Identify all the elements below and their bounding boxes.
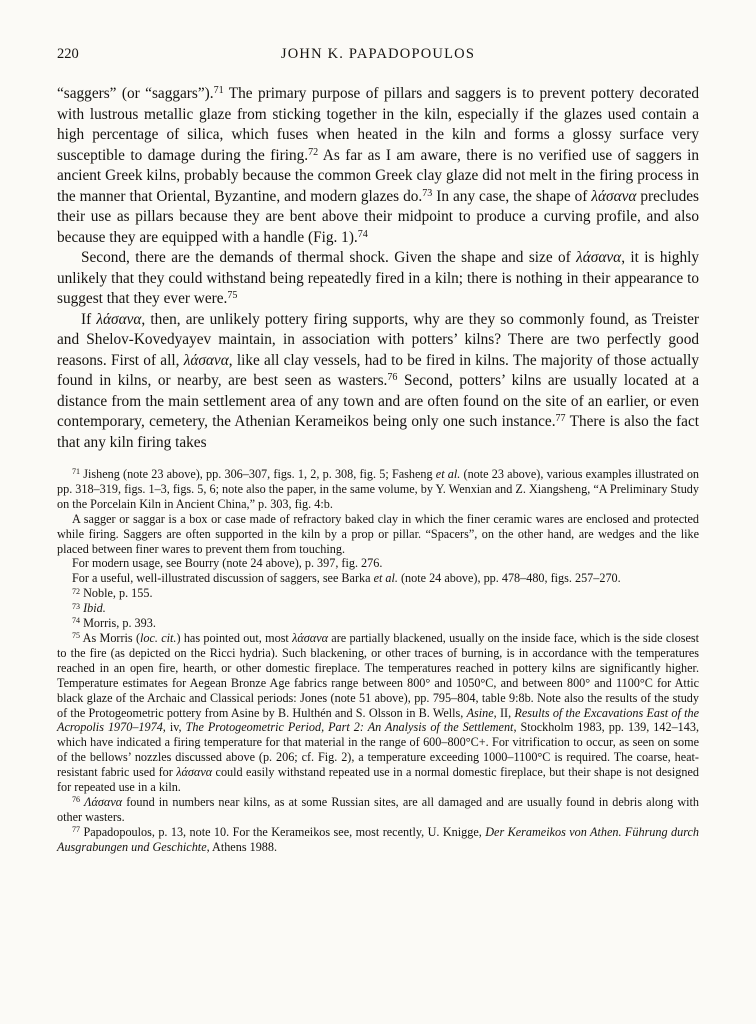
- footnote-ref: 76: [72, 795, 81, 805]
- italic-text-run: λάσανα: [292, 630, 328, 645]
- footnote-ref: 75: [72, 631, 81, 641]
- text-run: (note 24 above), pp. 478–480, figs. 257–270.: [397, 571, 621, 586]
- footnote-72: [57, 586, 699, 601]
- text-run: In any case, the shape of: [432, 187, 592, 205]
- footnote-ref: 72: [72, 586, 81, 596]
- footnote-ref: 77: [555, 413, 566, 425]
- footnote-ref: 73: [422, 187, 433, 199]
- text-run: are partially blackened, usually on the inside face, which is the side closest to the fire (as depicted on the Ricci hydria). Such blackening, or other traces of burning, is in accordance with the temperatures reached in an open fire, hearth, or other domestic fireplace. The temperatures reached in pottery kilns are significantly higher. Temperature estimates for Aegean Bronze Age fabrics range between 800° and 1050°C, and between 800° and 1100°C for Attic black glaze of the Archaic and Classical periods: Jones (note 51 above), pp. 795–804, table 9:8b. Note also the results of the study of the Protogeometric pottery from Asine by B. Hulthén and S. Olsson in B. Wells,: [57, 630, 700, 720]
- footnote-73: [57, 601, 699, 616]
- text-run: As far as I am aware, there is no verified use of saggers in ancient Greek kilns, probably because the common Greek clay glaze did not melt in the firing process in the manner that Oriental, Byzantine, and modern glazes do.: [57, 146, 699, 205]
- page-header: [57, 46, 699, 66]
- footnote-ref: 74: [357, 228, 368, 240]
- text-run: could easily withstand repeated use in a normal domestic fireplace, but their shape is not designed for repeated use in a kiln.: [57, 765, 699, 795]
- footnotes-block: [57, 467, 699, 855]
- footnote-71-continuation: [57, 512, 699, 557]
- italic-text-run: λάσανα: [96, 310, 142, 328]
- footnote-75: [57, 631, 699, 795]
- italic-text-run: Der Kerameikos von Athen. Führung durch Ausgrabungen und Geschichte: [57, 824, 699, 854]
- text-run: Papadopoulos, p. 13, note 10. For the Kerameikos see, most recently, U. Knigge,: [80, 824, 486, 839]
- body-paragraph: [57, 310, 699, 454]
- text-run: , II,: [493, 705, 515, 720]
- italic-text-run: λάσανα: [591, 187, 637, 205]
- footnote-76: [57, 795, 699, 825]
- text-run: Morris, p. 393.: [80, 616, 156, 631]
- italic-text-run: Results of the Excavations East of the Acropolis 1970–1974: [57, 705, 699, 735]
- italic-text-run: Ibid.: [83, 601, 106, 616]
- footnote-ref: 75: [227, 290, 238, 302]
- italic-text-run: et al.: [373, 571, 398, 586]
- text-run: If: [81, 310, 97, 328]
- text-run: A sagger or saggar is a box or case made of refractory baked clay in which the finer ceramic wares are enclosed and protected while firing. Saggers are often supported in the kiln by a prop or pillar. “Spacers”, on the other hand, are wedges and the like placed between finer wares to prevent them from touching.: [57, 511, 699, 556]
- text-run: , then, are unlikely pottery firing supports, why are they so commonly found, as Treister and Shelov-Kovedyayev maintain, in association with potters’ kilns? There are two perfectly good reasons. First of all,: [57, 310, 700, 369]
- text-run: , Athens 1988.: [206, 839, 278, 854]
- footnote-ref: 73: [72, 601, 81, 611]
- italic-text-run: λάσανα: [183, 351, 229, 369]
- footnote-ref: 71: [213, 85, 224, 97]
- running-head: JOHN K. PAPADOPOULOS: [280, 46, 476, 62]
- text-run: For modern usage, see Bourry (note 24 above), p. 397, fig. 276.: [72, 556, 383, 571]
- text-run: found in numbers near kilns, as at some Russian sites, are all damaged and are usually found in debris along with other wasters.: [57, 794, 700, 824]
- italic-text-run: The Protogeometric Period, Part 2: An Analysis of the Settlement: [185, 720, 514, 735]
- article-body: [57, 84, 699, 453]
- footnote-74: [57, 616, 699, 631]
- footnote-ref: 74: [72, 616, 81, 626]
- footnote-71-continuation: [57, 571, 699, 586]
- text-run: precludes their use as pillars because they are bent above their midpoint to produce a curving profile, and also because they are equipped with a handle (Fig. 1).: [57, 187, 700, 246]
- text-run: , like all clay vessels, had to be fired in kilns. The majority of those actually found in kilns, or nearby, are best seen as wasters.: [57, 351, 699, 389]
- italic-text-run: Asine: [466, 705, 494, 720]
- text-run: ) has pointed out, most: [176, 630, 293, 645]
- footnote-ref: 76: [387, 372, 398, 384]
- text-run: There is also the fact that any kiln firing takes: [57, 413, 699, 451]
- italic-text-run: λάσανα: [176, 765, 213, 780]
- body-paragraph: [57, 248, 699, 310]
- footnote-71-continuation: [57, 556, 699, 571]
- text-run: Noble, p. 155.: [80, 586, 153, 601]
- footnote-ref: 71: [72, 467, 81, 477]
- text-run: , Stockholm 1983, pp. 139, 142–143, which have indicated a firing temperature for that material in the range of 600–800°C+. For vitrification to occur, as seen on some of the bellows’ nozzles discussed above (p. 206; cf. Fig. 2), a temperature exceeding 1000–1100°C is required. The coarse, heat-resistant fabric used for: [57, 720, 699, 780]
- footnote-ref: 77: [72, 825, 81, 835]
- text-run: “saggers” (or “saggars”).: [57, 85, 214, 102]
- body-paragraph: [57, 84, 699, 248]
- italic-text-run: λάσανα: [576, 249, 622, 266]
- italic-text-run: et al.: [435, 467, 461, 481]
- italic-text-run: Λάσανα: [84, 794, 123, 809]
- text-run: (note 23 above), various examples illustrated on pp. 318–319, figs. 1–3, figs. 5, 6; note also the paper, in the same volume, by Y. Wenxian and Z. Xiangsheng, “A Preliminary Study on the Porcelain Kiln in Ancient China,” p. 303, fig. 4:b.: [57, 467, 700, 511]
- footnote-71: [57, 467, 699, 512]
- text-run: , iv,: [162, 720, 186, 735]
- text-run: As Morris (: [80, 630, 141, 645]
- page-number: 220: [57, 46, 79, 62]
- text-run: For a useful, well-illustrated discussion of saggers, see Barka: [72, 571, 374, 586]
- footnote-ref: 72: [308, 146, 319, 158]
- text-run: Second, potters’ kilns are usually located at a distance from the main settlement area of any town and are often found on the site of an earlier, or even contemporary, cemetery, the Athenian Kerameikos being only one such instance.: [57, 372, 699, 430]
- text-run: Second, there are the demands of thermal shock. Given the shape and size of: [81, 249, 577, 266]
- footnote-77: [57, 825, 699, 855]
- text-run: The primary purpose of pillars and saggers is to prevent pottery decorated with lustrous metallic glaze from sticking together in the kiln, especially if the glazes used contain a high percentage of silica, which fuses when heated in the kiln and forms a glossy surface very susceptible to damage during the firing.: [57, 85, 700, 164]
- text-run: , it is highly unlikely that they could withstand being repeatedly fired in a kiln; there is nothing in their appearance to suggest that they ever were.: [57, 249, 699, 307]
- text-run: Jisheng (note 23 above), pp. 306–307, figs. 1, 2, p. 308, fig. 5; Fasheng: [80, 467, 436, 481]
- italic-text-run: loc. cit.: [140, 630, 177, 645]
